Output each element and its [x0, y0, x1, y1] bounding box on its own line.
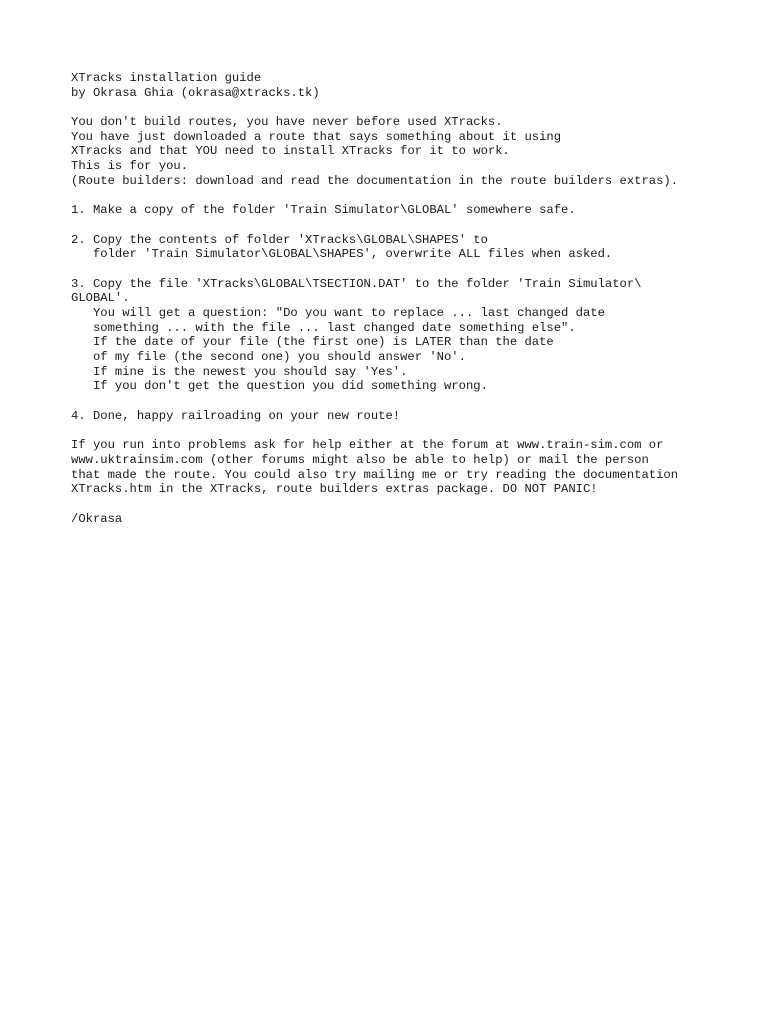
intro-line: XTracks and that YOU need to install XTracks for it to work.: [71, 144, 510, 159]
step-line: If the date of your file (the first one) is LATER than the date: [71, 335, 554, 350]
step-line: 3. Copy the file 'XTracks\GLOBAL\TSECTION.DAT' to the folder 'Train Simulator\: [71, 276, 642, 291]
intro-line: You have just downloaded a route that says something about it using: [71, 129, 562, 144]
spacer: [71, 218, 751, 233]
step-line: of my file (the second one) you should answer 'No'.: [71, 350, 466, 365]
step-1: [71, 203, 751, 218]
intro-line: (Route builders: download and read the documentation in the route builders extras).: [71, 173, 679, 188]
spacer: [71, 100, 751, 115]
spacer: [71, 189, 751, 204]
help-line: XTracks.htm in the XTracks, route builders extras package. DO NOT PANIC!: [71, 482, 598, 497]
help-line: If you run into problems ask for help either at the forum at www.train-sim.com or: [71, 438, 664, 453]
intro-line: You don't build routes, you have never before used XTracks.: [71, 115, 503, 130]
step-line: 1. Make a copy of the folder 'Train Simulator\GLOBAL' somewhere safe.: [71, 203, 576, 218]
step-line: folder 'Train Simulator\GLOBAL\SHAPES', overwrite ALL files when asked.: [71, 247, 613, 262]
step-line: 4. Done, happy railroading on your new route!: [71, 408, 401, 423]
step-3: [71, 277, 751, 395]
document-page: [71, 71, 751, 526]
spacer: [71, 262, 751, 277]
author-byline: by Okrasa Ghia (okrasa@xtracks.tk): [71, 85, 320, 100]
spacer: [71, 424, 751, 439]
step-2: [71, 233, 751, 262]
help-paragraph: [71, 438, 751, 497]
step-line: You will get a question: "Do you want to replace ... last changed date: [71, 306, 605, 320]
step-line: GLOBAL'.: [71, 291, 130, 306]
step-line: something ... with the file ... last changed date something else".: [71, 320, 576, 335]
step-line: 2. Copy the contents of folder 'XTracks\GLOBAL\SHAPES' to: [71, 232, 488, 247]
document-title: XTracks installation guide: [71, 71, 262, 85]
step-4: [71, 409, 751, 424]
signature: /Okrasa: [71, 511, 123, 526]
help-line: www.uktrainsim.com (other forums might also be able to help) or mail the person: [71, 452, 649, 467]
spacer: [71, 497, 751, 512]
intro-line: This is for you.: [71, 159, 189, 174]
spacer: [71, 394, 751, 409]
intro-paragraph: [71, 115, 751, 188]
step-line: If mine is the newest you should say 'Yes'.: [71, 364, 408, 379]
help-line: that made the route. You could also try mailing me or try reading the documentation: [71, 467, 679, 482]
step-line: If you don't get the question you did something wrong.: [71, 379, 488, 394]
